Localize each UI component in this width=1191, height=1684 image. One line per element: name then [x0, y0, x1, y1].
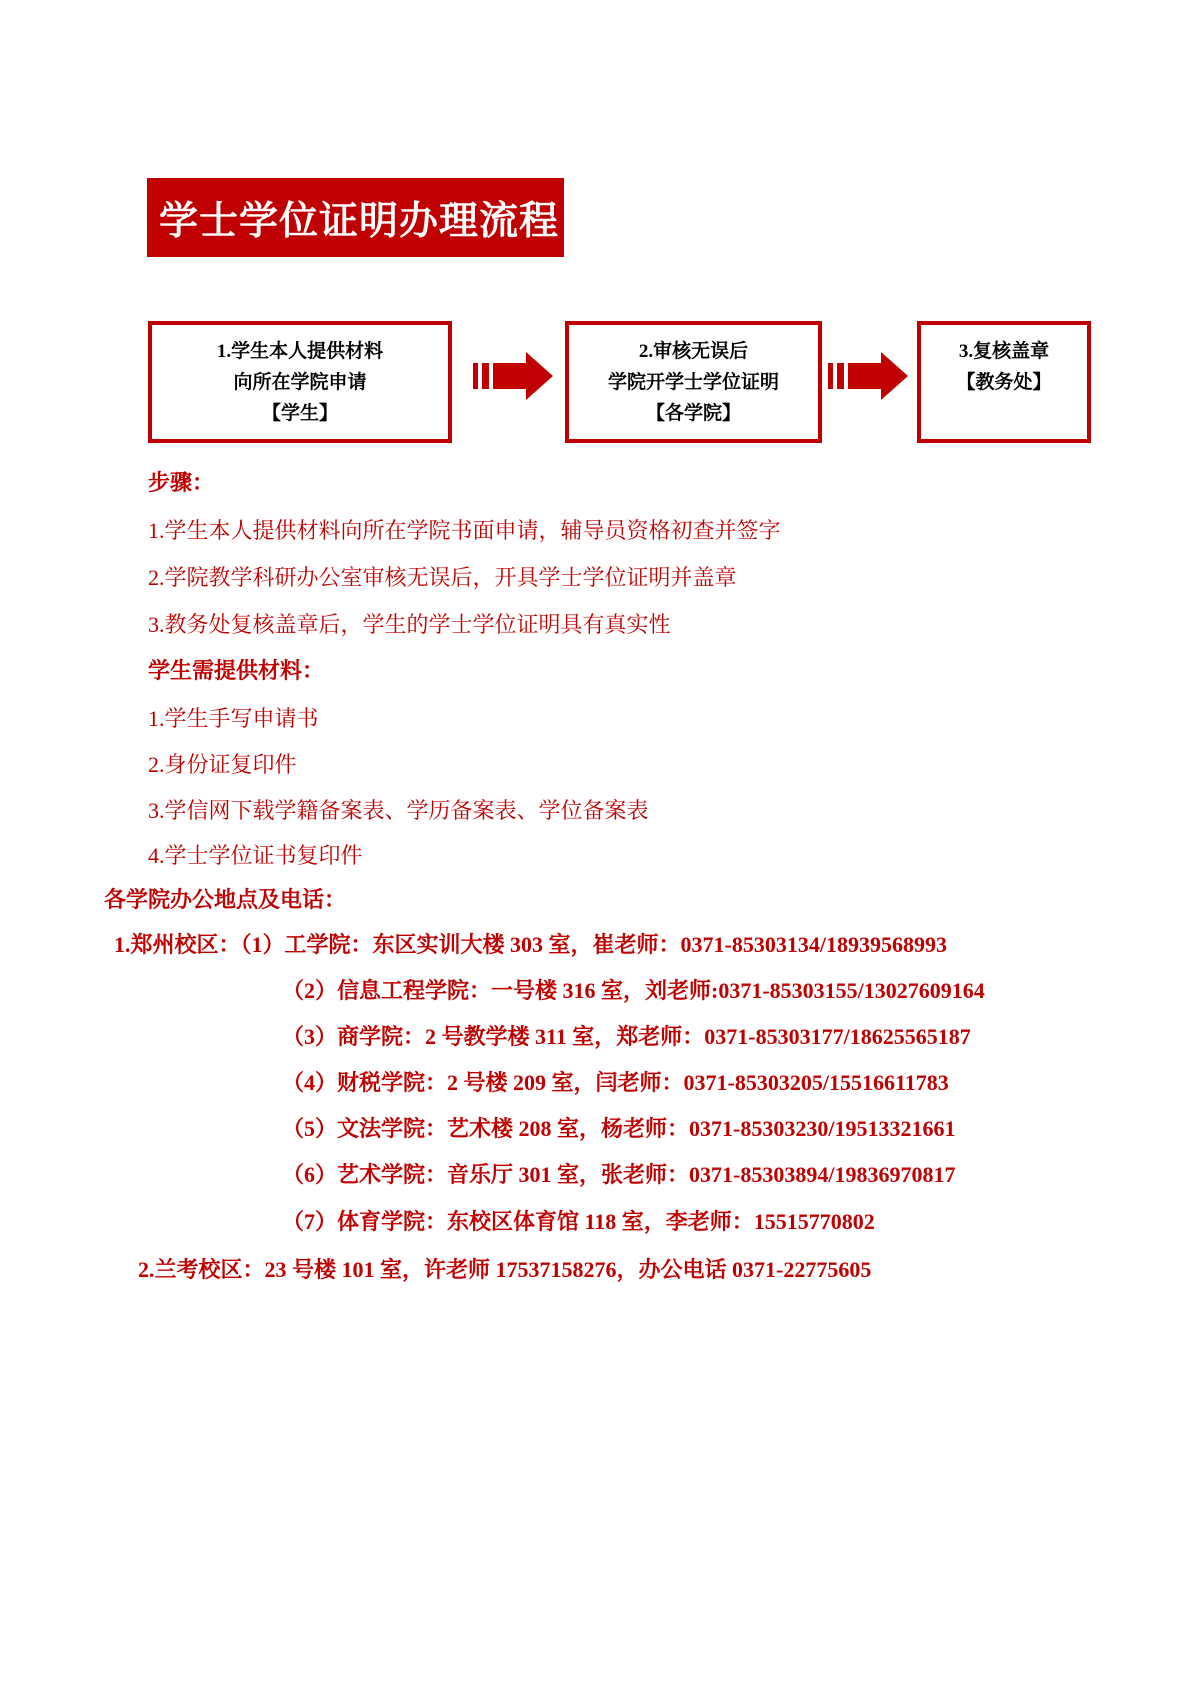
flow-step-1-line-2: 向所在学院申请	[233, 372, 367, 393]
office-line-humanities-law: （5）文法学院：艺术楼 208 室，杨老师：0371-85303230/19513321661	[282, 1116, 956, 1141]
office-line-info-engineering: （2）信息工程学院：一号楼 316 室，刘老师:0371-85303155/13027609164	[282, 978, 985, 1003]
offices-heading: 各学院办公地点及电话：	[104, 887, 347, 912]
materials-item-2: 2.身份证复印件	[148, 752, 297, 777]
flow-step-1-line-3: 【学生】	[261, 403, 338, 424]
steps-item-1: 1.学生本人提供材料向所在学院书面申请，辅导员资格初查并签字	[148, 518, 781, 543]
flow-step-1-line-1: 1.学生本人提供材料	[216, 341, 384, 362]
office-lankao-campus-line: 2.兰考校区：23 号楼 101 室，许老师 17537158276，办公电话 0371-22775605	[138, 1257, 872, 1282]
flow-arrow-right-icon	[473, 352, 553, 400]
page-title	[147, 178, 564, 257]
flow-step-2-line-3: 【各学院】	[645, 403, 741, 424]
flow-step-1-box	[148, 321, 452, 443]
flow-step-2-line-2: 学院开学士学位证明	[607, 372, 779, 393]
materials-heading: 学生需提供材料：	[148, 658, 325, 683]
materials-item-3: 3.学信网下载学籍备案表、学历备案表、学位备案表	[148, 798, 649, 823]
office-line-physical-education: （7）体育学院：东校区体育馆 118 室，李老师：15515770802	[282, 1209, 875, 1234]
steps-item-3: 3.教务处复核盖章后，学生的学士学位证明具有真实性	[148, 612, 671, 637]
steps-item-2: 2.学院教学科研办公室审核无误后，开具学士学位证明并盖章	[148, 565, 737, 590]
office-line-business: （3）商学院：2 号教学楼 311 室，郑老师：0371-85303177/18625565187	[282, 1024, 971, 1049]
office-line-finance-tax: （4）财税学院：2 号楼 209 室，闫老师：0371-85303205/15516611783	[282, 1070, 949, 1095]
materials-item-1: 1.学生手写申请书	[148, 706, 319, 731]
flow-step-3-line-1: 3.复核盖章	[958, 341, 1050, 362]
office-line-arts: （6）艺术学院：音乐厅 301 室，张老师：0371-85303894/19836970817	[282, 1162, 956, 1187]
office-zhengzhou-campus-line: 1.郑州校区：（1）工学院：东区实训大楼 303 室，崔老师：0371-85303134/18939568993	[114, 932, 947, 957]
flow-step-3-box	[917, 321, 1091, 443]
flow-arrow-right-icon	[828, 352, 908, 400]
page-title-text: 学士学位证明办理流程	[159, 199, 560, 243]
flow-step-2-line-1: 2.审核无误后	[638, 341, 749, 362]
flow-step-2-box	[565, 321, 822, 443]
materials-item-4: 4.学士学位证书复印件	[148, 843, 363, 868]
flow-step-3-line-2: 【教务处】	[956, 372, 1052, 393]
steps-heading: 步骤：	[148, 470, 215, 495]
